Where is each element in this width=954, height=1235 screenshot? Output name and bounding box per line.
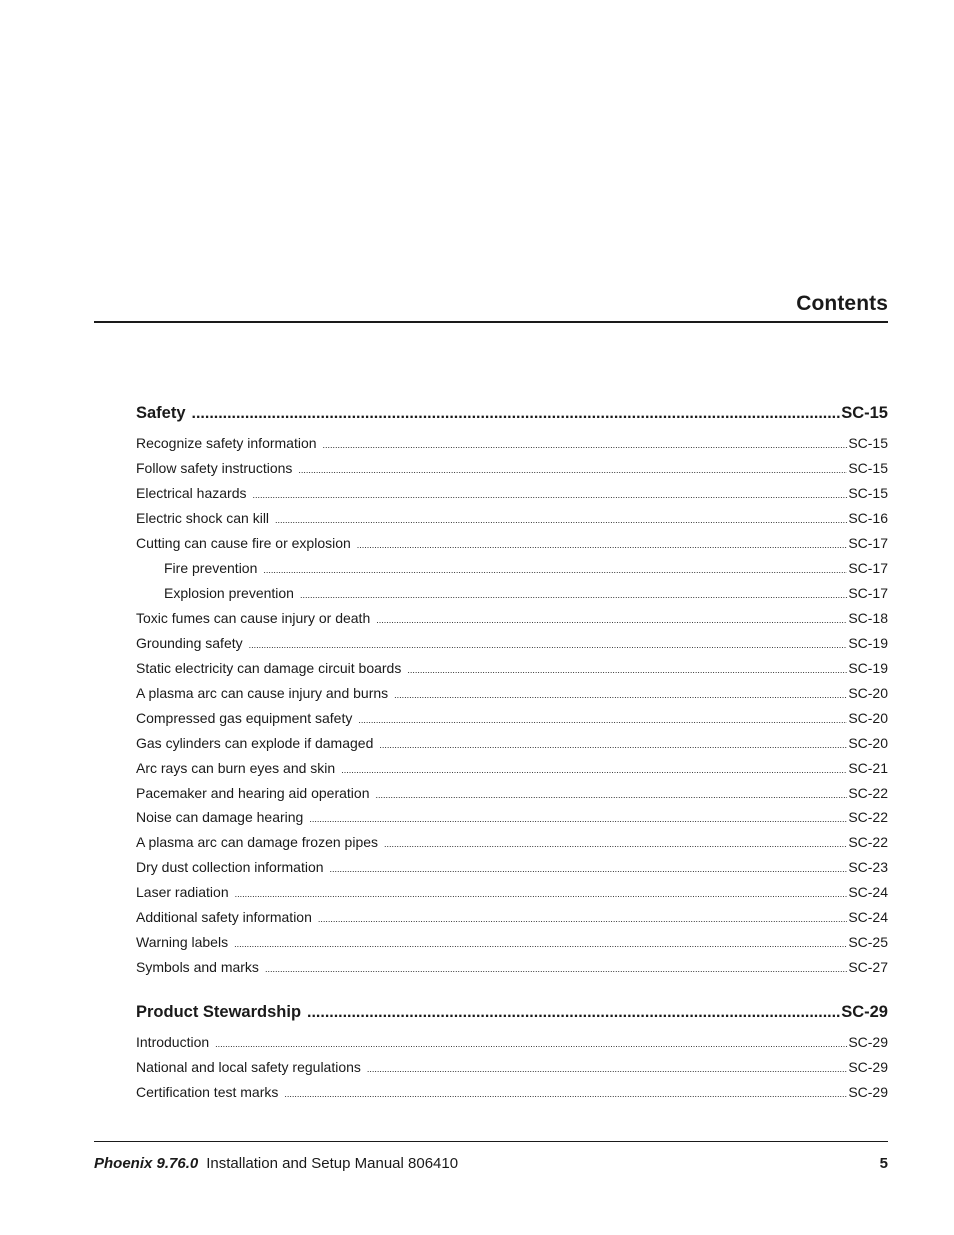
toc-dot-leader — [379, 740, 847, 750]
footer-divider — [94, 1141, 888, 1142]
toc-entry[interactable] — [136, 909, 888, 928]
footer-product-name: Phoenix 9.76.0 — [94, 1155, 199, 1172]
toc-entry-label: Additional safety information — [136, 909, 312, 925]
toc-entry-label: Certification test marks — [136, 1084, 279, 1100]
toc-entry[interactable] — [136, 785, 888, 804]
toc-dot-leader — [284, 1089, 847, 1099]
toc-page-number: SC-17 — [848, 585, 888, 601]
toc-page-number: SC-29 — [841, 1003, 888, 1021]
toc-entry[interactable] — [136, 760, 888, 779]
toc-dot-leader — [367, 1064, 847, 1074]
toc-entry-label: Grounding safety — [136, 635, 243, 651]
toc-entry[interactable] — [136, 735, 888, 754]
toc-entry[interactable] — [136, 809, 888, 828]
toc-dot-leader — [376, 615, 847, 625]
toc-dot-leader — [407, 665, 847, 675]
toc-page-number: SC-29 — [848, 1034, 888, 1050]
toc-entry[interactable] — [136, 510, 888, 529]
toc-dot-leader — [275, 515, 847, 525]
toc-entry[interactable] — [136, 884, 888, 903]
toc-entry[interactable] — [136, 460, 888, 479]
toc-page-number: SC-15 — [841, 404, 888, 422]
toc-entry[interactable] — [136, 1059, 888, 1078]
toc-entry[interactable] — [136, 435, 888, 454]
toc-entry[interactable] — [136, 1034, 888, 1053]
toc-page-number: SC-25 — [848, 934, 888, 950]
toc-entry-label: Compressed gas equipment safety — [136, 710, 353, 726]
toc-entry-label: Symbols and marks — [136, 959, 259, 975]
toc-page-number: SC-24 — [848, 884, 888, 900]
toc-dot-leader — [323, 440, 848, 450]
toc-entry-label: Laser radiation — [136, 884, 229, 900]
toc-section-safety[interactable] — [136, 404, 888, 426]
toc-entry-label: Recognize safety information — [136, 435, 317, 451]
toc-entry-label: Cutting can cause fire or explosion — [136, 535, 351, 551]
toc-entry[interactable] — [136, 959, 888, 978]
toc-entry-label: Dry dust collection information — [136, 859, 324, 875]
toc-entry[interactable] — [136, 859, 888, 878]
toc-entry[interactable] — [136, 710, 888, 729]
toc-entry[interactable] — [136, 685, 888, 704]
toc-dot-leader — [330, 864, 848, 874]
toc-dot-leader — [263, 565, 847, 575]
toc-page-number: SC-20 — [848, 710, 888, 726]
toc-subentry[interactable] — [136, 585, 888, 604]
toc-dot-leader — [376, 790, 848, 800]
toc-page-number: SC-15 — [848, 460, 888, 476]
toc-page-number: SC-20 — [848, 735, 888, 751]
toc-dot-leader — [394, 690, 847, 700]
toc-page-number: SC-19 — [848, 635, 888, 651]
toc-dot-leader — [253, 490, 848, 500]
toc-page-number: SC-22 — [848, 809, 888, 825]
toc-entry-label: Electric shock can kill — [136, 510, 270, 526]
toc-dot-leader — [318, 914, 847, 924]
toc-dot-leader — [341, 765, 847, 775]
toc-subentry[interactable] — [136, 560, 888, 579]
toc-page-number: SC-21 — [848, 760, 888, 776]
toc-section-product-stewardship[interactable] — [136, 1003, 888, 1025]
toc-dot-leader — [298, 465, 847, 475]
toc-dot-leader — [265, 964, 847, 974]
toc-entry-label: Gas cylinders can explode if damaged — [136, 735, 374, 751]
toc-entry-label: A plasma arc can cause injury and burns — [136, 685, 389, 701]
toc-section-label: Safety — [136, 404, 186, 422]
toc-entry-label: Electrical hazards — [136, 485, 247, 501]
toc-entry-label: National and local safety regulations — [136, 1059, 361, 1075]
toc-entry-label: A plasma arc can damage frozen pipes — [136, 834, 379, 850]
toc-entry[interactable] — [136, 485, 888, 504]
toc-dot-leader — [384, 839, 847, 849]
toc-dot-leader — [358, 715, 847, 725]
page-footer — [94, 1155, 888, 1172]
toc-entry-label: Pacemaker and hearing aid operation — [136, 785, 370, 801]
toc-entry[interactable] — [136, 934, 888, 953]
toc-entry-label: Explosion prevention — [164, 585, 294, 601]
toc-entry-label: Introduction — [136, 1034, 210, 1050]
toc-entry-label: Noise can damage hearing — [136, 809, 304, 825]
toc-entry[interactable] — [136, 610, 888, 629]
toc-page-number: SC-22 — [848, 785, 888, 801]
footer-page-number: 5 — [879, 1155, 888, 1172]
toc-page-number: SC-23 — [848, 859, 888, 875]
toc-entry-label: Warning labels — [136, 934, 229, 950]
toc-entry-label: Follow safety instructions — [136, 460, 293, 476]
title-divider — [94, 321, 888, 323]
toc-entry[interactable] — [136, 1084, 888, 1103]
toc-section-label: Product Stewardship — [136, 1003, 302, 1021]
toc-entry[interactable] — [136, 660, 888, 679]
toc-entry-label: Arc rays can burn eyes and skin — [136, 760, 336, 776]
toc-entry-label: Static electricity can damage circuit boards — [136, 660, 402, 676]
toc-entry-label: Toxic fumes can cause injury or death — [136, 610, 371, 626]
toc-dot-leader — [234, 939, 847, 949]
toc-entry[interactable] — [136, 834, 888, 853]
toc-entry[interactable] — [136, 635, 888, 654]
toc-page-number: SC-17 — [848, 535, 888, 551]
toc-dot-leader — [215, 1039, 847, 1049]
toc-page-number: SC-20 — [848, 685, 888, 701]
toc-entry[interactable] — [136, 535, 888, 554]
toc-dot-leader — [192, 405, 841, 423]
toc-page-number: SC-29 — [848, 1059, 888, 1075]
toc-page-number: SC-15 — [848, 435, 888, 451]
toc-dot-leader — [307, 1004, 840, 1022]
toc-page-number: SC-15 — [848, 485, 888, 501]
toc-page-number: SC-17 — [848, 560, 888, 576]
toc-page-number: SC-16 — [848, 510, 888, 526]
toc-page-number: SC-19 — [848, 660, 888, 676]
toc-dot-leader — [357, 540, 848, 550]
toc-entry-label: Fire prevention — [164, 560, 258, 576]
toc-dot-leader — [300, 590, 847, 600]
toc-page-number: SC-29 — [848, 1084, 888, 1100]
toc-dot-leader — [309, 814, 847, 824]
toc-page-number: SC-18 — [848, 610, 888, 626]
toc-page-number: SC-22 — [848, 834, 888, 850]
toc-page-number: SC-24 — [848, 909, 888, 925]
page-title: Contents — [796, 292, 888, 315]
footer-document-title: Installation and Setup Manual 806410 — [206, 1155, 459, 1172]
toc-dot-leader — [235, 889, 848, 899]
toc-page-number: SC-27 — [848, 959, 888, 975]
toc-dot-leader — [249, 640, 848, 650]
